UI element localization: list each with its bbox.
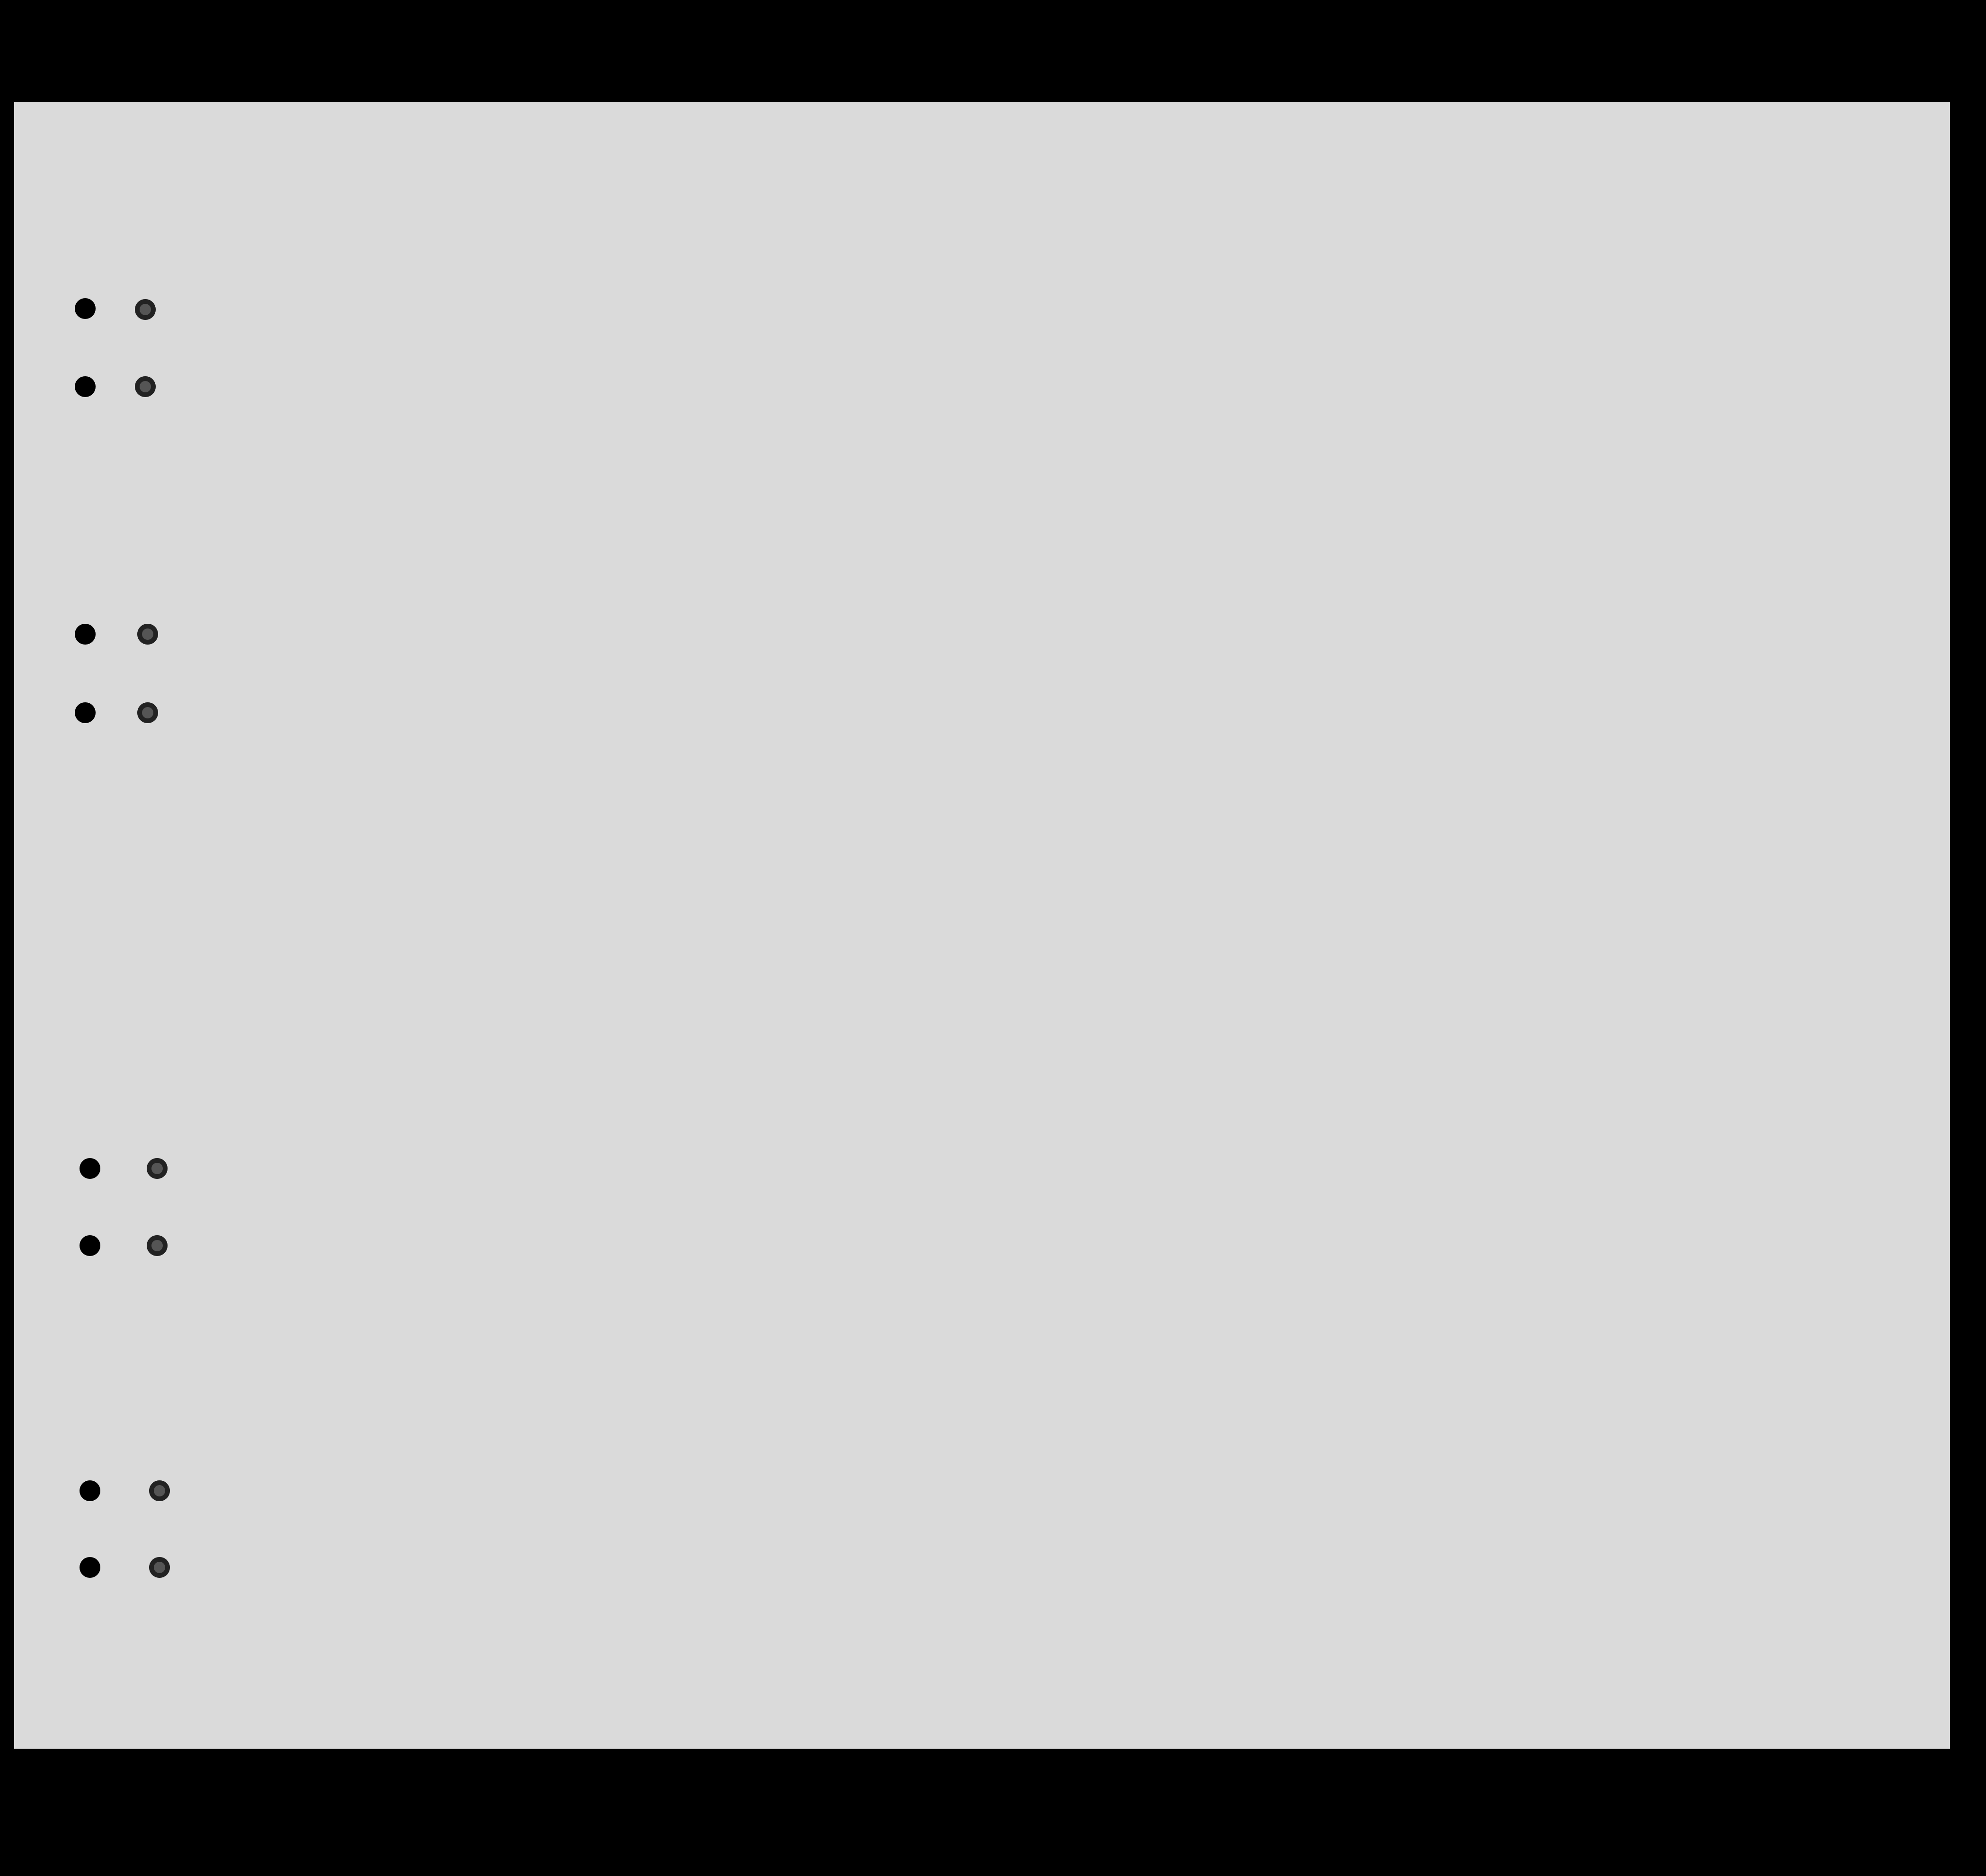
punch-hole — [75, 624, 96, 645]
punch-hole — [75, 298, 96, 319]
punch-hole — [80, 1158, 100, 1179]
grommet — [135, 376, 156, 397]
grommet — [147, 1158, 168, 1179]
grommet — [149, 1480, 170, 1501]
punch-hole — [80, 1235, 100, 1256]
punch-hole — [75, 702, 96, 723]
grommet — [147, 1235, 168, 1256]
punch-hole — [80, 1557, 100, 1578]
grommet — [135, 299, 156, 320]
grommet — [137, 702, 158, 723]
punch-hole — [80, 1480, 100, 1501]
grommet — [149, 1557, 170, 1578]
grommet — [137, 624, 158, 645]
punch-hole — [75, 376, 96, 397]
